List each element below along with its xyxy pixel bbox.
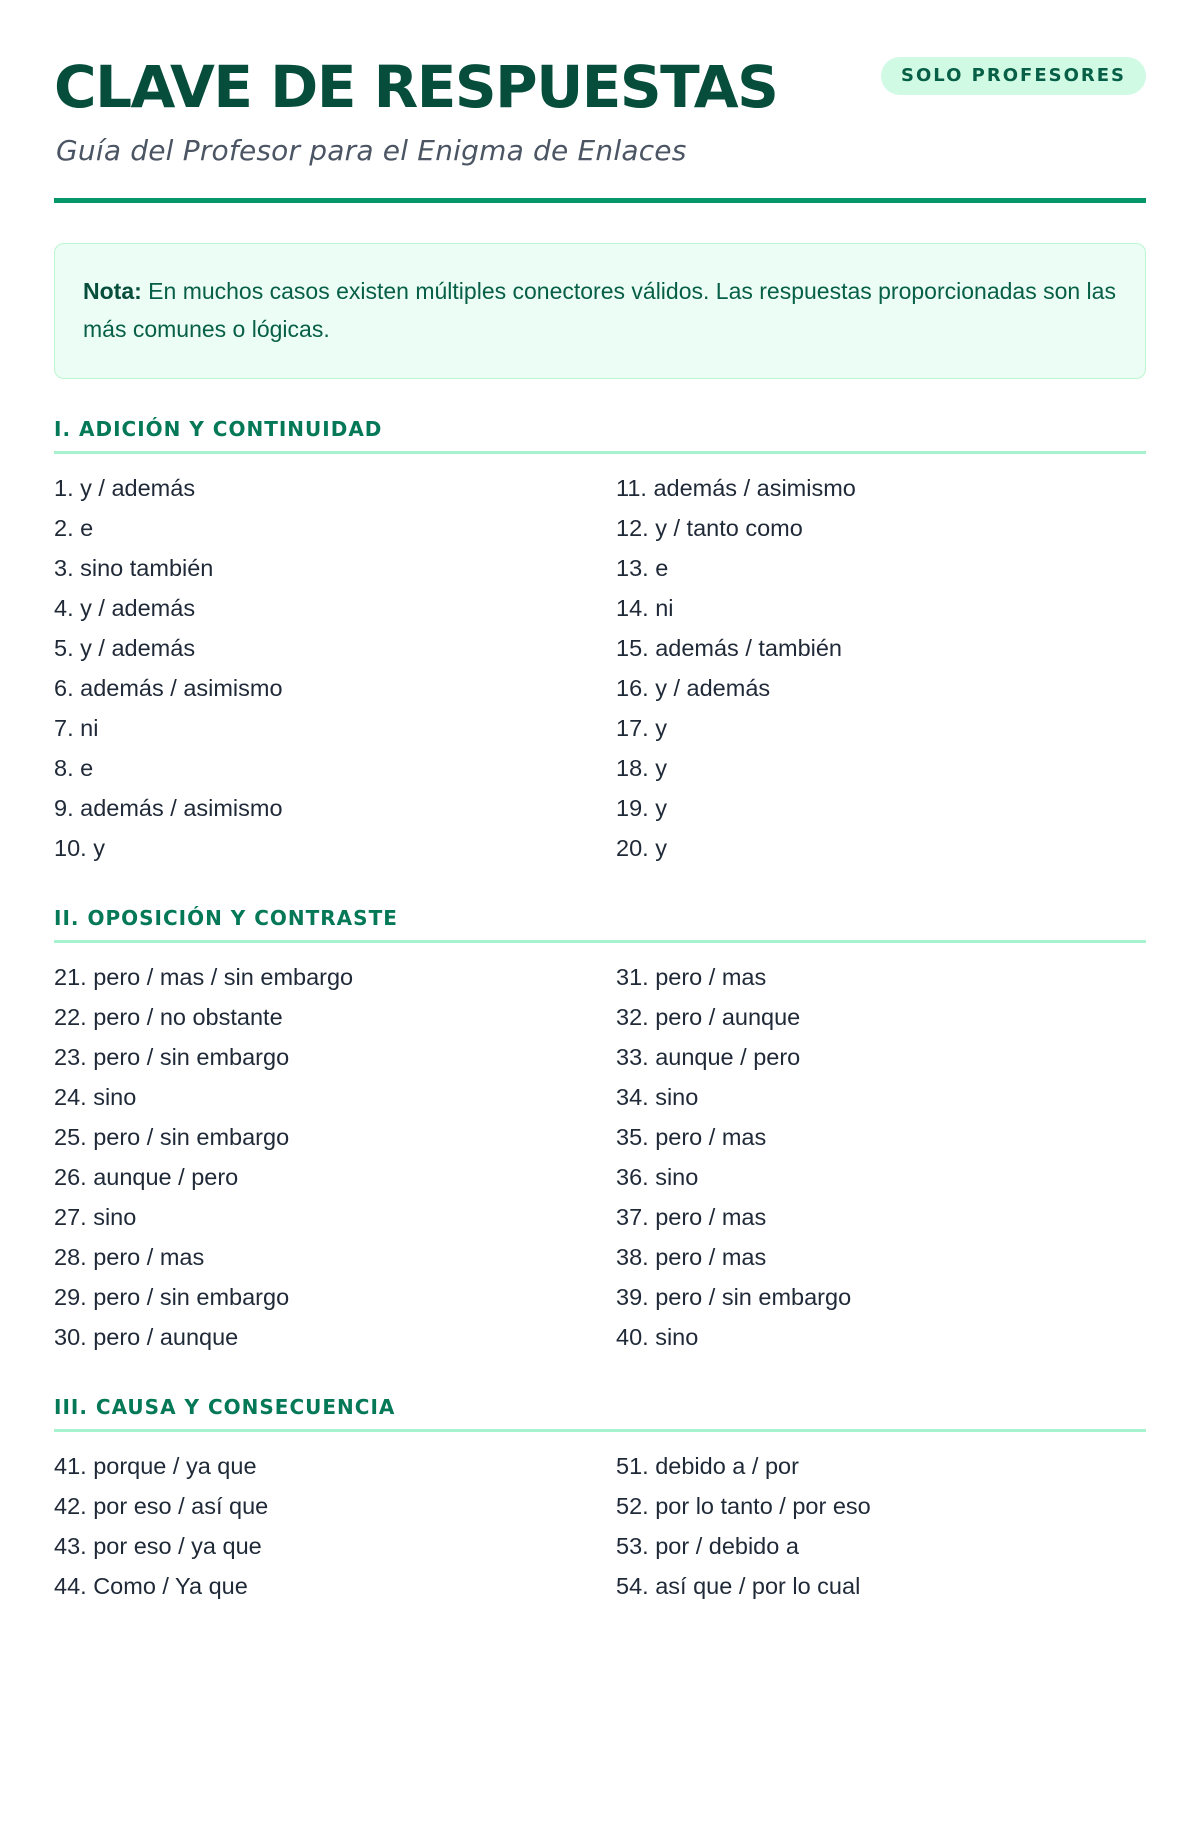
answer-item: 6. además / asimismo xyxy=(54,675,283,701)
answer-item: 25. pero / sin embargo xyxy=(54,1124,290,1150)
answer-item: 43. por eso / ya que xyxy=(54,1533,262,1559)
answer-item xyxy=(54,1606,616,1646)
answer-item: 19. y xyxy=(616,795,667,821)
answer-item: 12. y / tanto como xyxy=(616,515,803,541)
answer-grid xyxy=(54,957,1146,1357)
answer-item: 34. sino xyxy=(616,1084,699,1110)
note-box xyxy=(54,243,1146,379)
answer-item xyxy=(616,1606,1146,1646)
answer-grid xyxy=(54,468,1146,868)
answer-item: 32. pero / aunque xyxy=(616,1004,801,1030)
answer-item: 31. pero / mas xyxy=(616,964,767,990)
answer-item: 14. ni xyxy=(616,595,674,621)
answer-item: 51. debido a / por xyxy=(616,1453,799,1479)
section-title: I. ADICIÓN Y CONTINUIDAD xyxy=(54,417,1146,454)
answer-item: 10. y xyxy=(54,835,105,861)
answer-item xyxy=(54,1766,616,1806)
answer-item: 1. y / además xyxy=(54,475,196,501)
note-text: En muchos casos existen múltiples conectores válidos. Las respuestas proporcionadas son las más comunes o lógicas. xyxy=(83,278,1116,342)
answer-item: 7. ni xyxy=(54,715,99,741)
sections-container xyxy=(54,417,1146,1846)
answer-item: 11. además / asimismo xyxy=(616,475,856,501)
answer-item: 8. e xyxy=(54,755,94,781)
answer-item xyxy=(616,1646,1146,1686)
answer-item: 17. y xyxy=(616,715,667,741)
answer-item: 41. porque / ya que xyxy=(54,1453,257,1479)
answer-item: 15. además / también xyxy=(616,635,842,661)
answer-item xyxy=(616,1726,1146,1766)
answer-item: 28. pero / mas xyxy=(54,1244,205,1270)
answer-item: 39. pero / sin embargo xyxy=(616,1284,852,1310)
answer-item xyxy=(616,1806,1146,1846)
answer-item: 29. pero / sin embargo xyxy=(54,1284,290,1310)
section xyxy=(54,417,1146,868)
answer-item: 5. y / además xyxy=(54,635,196,661)
answer-item: 36. sino xyxy=(616,1164,699,1190)
answer-item: 16. y / además xyxy=(616,675,771,701)
page-subtitle: Guía del Profesor para el Enigma de Enlaces xyxy=(56,134,687,167)
section-title: III. CAUSA Y CONSECUENCIA xyxy=(54,1395,1146,1432)
section xyxy=(54,1395,1146,1846)
answer-item: 53. por / debido a xyxy=(616,1533,799,1559)
answer-item xyxy=(54,1806,616,1846)
header-divider xyxy=(54,198,1146,203)
teachers-only-badge: SOLO PROFESORES xyxy=(881,57,1146,95)
answer-item: 54. así que / por lo cual xyxy=(616,1573,861,1599)
answer-item: 40. sino xyxy=(616,1324,699,1350)
answer-item xyxy=(54,1726,616,1766)
answer-item: 33. aunque / pero xyxy=(616,1044,801,1070)
note-label: Nota: xyxy=(83,278,142,304)
answer-item: 30. pero / aunque xyxy=(54,1324,239,1350)
answer-item: 9. además / asimismo xyxy=(54,795,283,821)
page-title: CLAVE DE RESPUESTAS xyxy=(54,53,778,121)
answer-item xyxy=(616,1686,1146,1726)
answer-item: 13. e xyxy=(616,555,669,581)
answer-item: 21. pero / mas / sin embargo xyxy=(54,964,354,990)
answer-grid xyxy=(54,1446,1146,1846)
answer-item: 24. sino xyxy=(54,1084,137,1110)
answer-item: 3. sino también xyxy=(54,555,214,581)
answer-item: 26. aunque / pero xyxy=(54,1164,239,1190)
answer-item: 37. pero / mas xyxy=(616,1204,767,1230)
answer-item xyxy=(616,1766,1146,1806)
answer-item: 4. y / además xyxy=(54,595,196,621)
answer-item: 42. por eso / así que xyxy=(54,1493,269,1519)
answer-item: 20. y xyxy=(616,835,667,861)
answer-item: 2. e xyxy=(54,515,94,541)
answer-item: 27. sino xyxy=(54,1204,137,1230)
answer-item xyxy=(54,1646,616,1686)
answer-item: 22. pero / no obstante xyxy=(54,1004,283,1030)
answer-item: 38. pero / mas xyxy=(616,1244,767,1270)
section xyxy=(54,906,1146,1357)
answer-item: 44. Como / Ya que xyxy=(54,1573,248,1599)
answer-item: 35. pero / mas xyxy=(616,1124,767,1150)
header xyxy=(54,0,1146,167)
answer-item xyxy=(54,1686,616,1726)
section-title: II. OPOSICIÓN Y CONTRASTE xyxy=(54,906,1146,943)
answer-item: 23. pero / sin embargo xyxy=(54,1044,290,1070)
answer-item: 52. por lo tanto / por eso xyxy=(616,1493,871,1519)
answer-item: 18. y xyxy=(616,755,667,781)
